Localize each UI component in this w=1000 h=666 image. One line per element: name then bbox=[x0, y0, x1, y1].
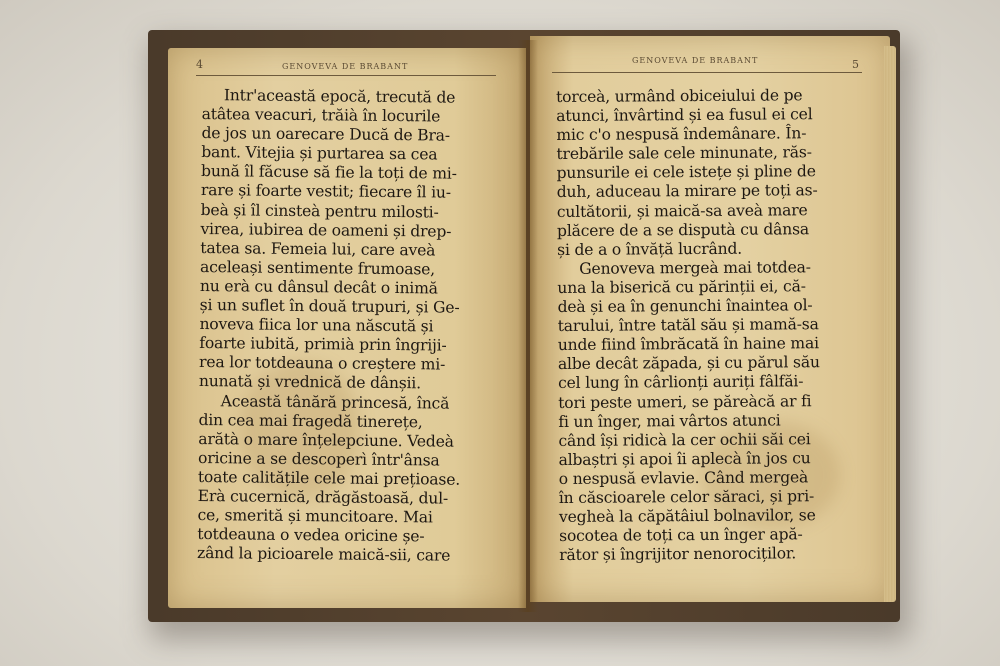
text-line: aceleași sentimente frumoase, bbox=[200, 257, 436, 279]
text-line: tarului, între tatăl său și mamă-sa bbox=[557, 315, 819, 336]
text-line: atunci, învârtind și ea fusul ei cel bbox=[556, 105, 813, 126]
text-line: fi un înger, mai vârtos atunci bbox=[558, 411, 781, 431]
text-line: noveva fiica lor una născută și bbox=[199, 315, 434, 336]
text-line: în căscioarele celor săraci, și pri- bbox=[558, 487, 815, 507]
text-line: rare și foarte vestit; fiecare îl iu- bbox=[200, 181, 451, 203]
text-line: cel lung în cârlionți auriți fâlfăi- bbox=[557, 372, 804, 393]
text-line: torceà, urmând obiceiului de pe bbox=[556, 86, 803, 106]
text-line: tatea sa. Femeia lui, care aveà bbox=[200, 238, 436, 260]
text-line: bant. Vitejia și purtarea sa cea bbox=[201, 143, 438, 164]
text-line: rea lor totdeauna o creștere mi- bbox=[199, 353, 446, 374]
text-line: atâtea veacuri, trăià în locurile bbox=[201, 105, 441, 126]
text-line: toate calitățile cele mai prețioase. bbox=[197, 467, 461, 489]
text-line: tori peste umeri, se păreàcă ar fi bbox=[558, 391, 812, 412]
left-head-rule bbox=[196, 75, 496, 76]
text-line: deà și ea în genunchi înaintea ol- bbox=[557, 296, 813, 317]
text-line: cultătorii, și maică-sa aveà mare bbox=[556, 200, 808, 221]
text-line: una la biserică cu părinții ei, că- bbox=[557, 277, 806, 297]
text-line: duh, aduceau la mirare pe toți as- bbox=[556, 181, 818, 202]
text-line: și de a o învăță lucrând. bbox=[557, 239, 743, 259]
text-line: foarte iubită, primià prin îngriji- bbox=[199, 334, 447, 355]
text-line: Genoveva mergeà mai totdea- bbox=[579, 258, 811, 278]
right-page-text bbox=[556, 86, 821, 565]
text-line: unde fiind îmbrăcată în haine mai bbox=[557, 334, 819, 355]
left-page-number: 4 bbox=[196, 58, 203, 71]
text-line: totdeauna o vedea oricine șe- bbox=[197, 525, 425, 546]
text-line: zând la picioarele maică-sii, care bbox=[197, 544, 451, 565]
text-line: de jos un oarecare Ducă de Bra- bbox=[201, 124, 451, 145]
text-line: bună îl făcuse să fie la toți de mi- bbox=[201, 162, 457, 184]
text-line: vegheà la căpătâiul bolnavilor, se bbox=[558, 506, 816, 527]
text-line: punsurile ei cele istețe și pline de bbox=[556, 162, 816, 183]
text-line: când își ridicà la cer ochii săi cei bbox=[558, 429, 811, 450]
text-line: nu erà cu dânsul decât o inimă bbox=[199, 276, 438, 298]
right-head-rule bbox=[552, 72, 862, 73]
text-line: arătà o mare înțelepciune. Vedeà bbox=[198, 429, 454, 451]
text-line: albaștri și apoi îi aplecà în jos cu bbox=[558, 449, 811, 469]
text-line: Intr'această epocă, trecută de bbox=[223, 86, 456, 107]
right-page-number: 5 bbox=[852, 58, 859, 71]
text-line: oricine a se descoperì într'ânsa bbox=[198, 448, 440, 470]
text-line: și un suflet în două trupuri, și Ge- bbox=[199, 296, 460, 317]
text-line: mic c'o nespusă îndemânare. În- bbox=[556, 124, 807, 145]
text-line: rător și îngrijitor nenorociților. bbox=[559, 544, 797, 565]
text-line: o nespusă evlavie. Când mergeà bbox=[558, 468, 809, 488]
text-line: Această tânără princesă, încă bbox=[220, 391, 450, 413]
text-line: beà și îl cinsteà pentru milosti- bbox=[200, 200, 439, 222]
text-line: albe decât zăpada, și cu părul său bbox=[557, 353, 820, 374]
text-line: plăcere de a se disputà cu dânsa bbox=[556, 219, 810, 240]
text-line: din cea mai fragedă tinerețe, bbox=[198, 410, 423, 431]
left-page-text bbox=[197, 86, 464, 566]
text-line: virea, iubirea de oameni și drep- bbox=[200, 219, 452, 241]
text-line: ce, smerită și muncitoare. Mai bbox=[197, 506, 433, 527]
left-running-head: GENOVEVA DE BRABANT bbox=[282, 62, 409, 71]
book-gutter bbox=[518, 40, 538, 612]
text-line: Erà cucernică, drăgăstoasă, dul- bbox=[197, 486, 449, 508]
text-line: socotea de toți ca un înger apă- bbox=[559, 525, 803, 546]
right-running-head: GENOVEVA DE BRABANT bbox=[632, 56, 759, 65]
text-line: nunată și vrednică de dânșii. bbox=[198, 372, 422, 393]
text-line: trebările sale cele minunate, răs- bbox=[556, 143, 812, 164]
page-edges bbox=[884, 46, 896, 602]
